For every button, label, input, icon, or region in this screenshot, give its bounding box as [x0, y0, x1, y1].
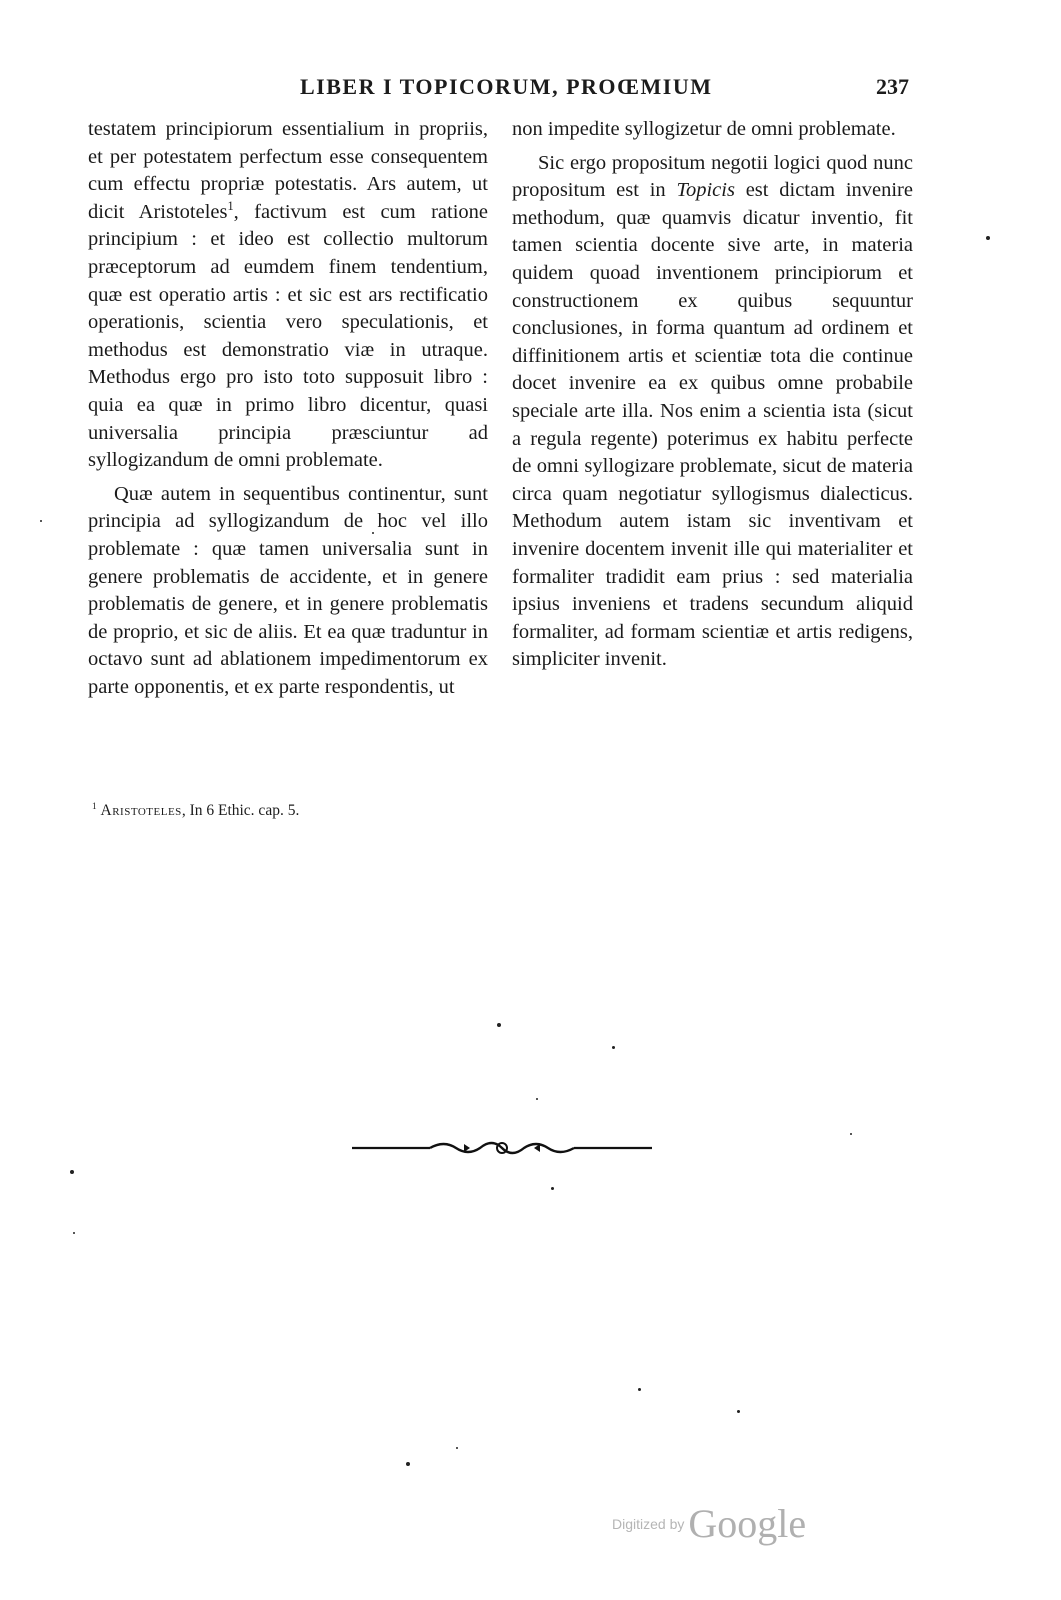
- page-number: 237: [876, 74, 909, 99]
- footnote-citation: , In 6 Ethic. cap. 5.: [181, 802, 300, 819]
- running-title: LIBER I TOPICORUM, PROŒMIUM: [300, 74, 713, 99]
- print-speck: [536, 1098, 538, 1100]
- print-speck: [456, 1447, 458, 1449]
- print-speck: [850, 1133, 852, 1135]
- watermark-prefix: Digitized by: [612, 1516, 685, 1532]
- footnote-marker: 1: [92, 801, 97, 812]
- right-paragraph-2-text-a: Sic ergo propositum negotii logici quod nunc propositum est in: [512, 151, 913, 202]
- print-speck: [497, 1023, 501, 1027]
- print-speck: [612, 1046, 615, 1049]
- footnote: [92, 802, 299, 820]
- print-speck: [406, 1462, 410, 1466]
- right-paragraph-2-text-b: est dictam invenire methodum, quæ quamvis dicatur inventio, fit tamen scientia docente sive arte, in materia quidem quoad inventionem principiorum et constructionem ex quibus sequuntur conclusiones, in forma quantum ad ordinem et diffinitionem artis et scientiæ tota die continue docet invenire ea ex quibus omne probabile speciale arte illa. Nos enim a scientia ista (sicut a regula regente) poterimus ex habitu perfecte de omni syllogizare problemate, sicut de materia circa quam negotiatur syllogismus dialecticus. Methodum autem istam sic inventivam et invenire docentem invenit ille qui materialiter et formaliter tradidit eam prius : sed materialia ipsius inveniens et tradens secundum aliquid formaliter, ad formam scientiæ et artis redigens, simpliciter invenit.: [512, 179, 913, 671]
- print-speck: [737, 1410, 740, 1413]
- italic-title-topicis: Topicis: [676, 179, 735, 202]
- print-speck: [986, 236, 990, 240]
- print-speck: [70, 1170, 74, 1174]
- footnote-reference: 1: [227, 198, 234, 213]
- print-speck: [638, 1388, 641, 1391]
- ornament-divider: [352, 1136, 652, 1160]
- print-speck: [372, 532, 374, 534]
- google-watermark: [612, 1500, 806, 1547]
- left-paragraph-1-text-a: testatem principiorum essentialium in propriis, et per potestatem perfectum esse consequentem cum effectu propriæ potestatis. Ars autem, ut dicit Aristoteles: [88, 118, 488, 223]
- footnote-author: Aristoteles: [100, 802, 182, 819]
- right-column: [512, 116, 913, 674]
- left-paragraph-1-text-b: , factivum est cum ratione principium : et ideo est collectio multorum præceptorum ad eumdem finem tendentium, quæ est operatio artis : et sic est ars rectificatio operationis, scientia vero speculationis, et methodus est demonstratio viæ in utraque. Methodus ergo pro isto toto supposuit libro : quia ea quæ in primo libro dicentur, quasi universalia principia præsciuntur ad syllogizandum de omni problemate.: [88, 200, 489, 472]
- print-speck: [40, 520, 42, 522]
- google-logo: Google: [688, 1501, 807, 1546]
- print-speck: [73, 1232, 75, 1234]
- left-paragraph-2: Quæ autem in sequentibus continentur, sunt principia ad syllogizandum de hoc vel illo problemate : quæ tamen universalia sunt in genere problematis de accidente, et in genere problematis de genere, et in genere problematis de proprio, et sic de aliis. Et ea quæ traduntur in octavo sunt ad ablationem impedimentorum ex parte opponentis, et ex parte respondentis, ut: [88, 482, 488, 698]
- print-speck: [551, 1187, 554, 1190]
- left-paragraph-1: [88, 116, 488, 475]
- right-paragraph-1: non impedite syllogizetur de omni problemate.: [512, 118, 896, 140]
- left-column: [88, 116, 488, 701]
- right-paragraph-2: [512, 150, 913, 674]
